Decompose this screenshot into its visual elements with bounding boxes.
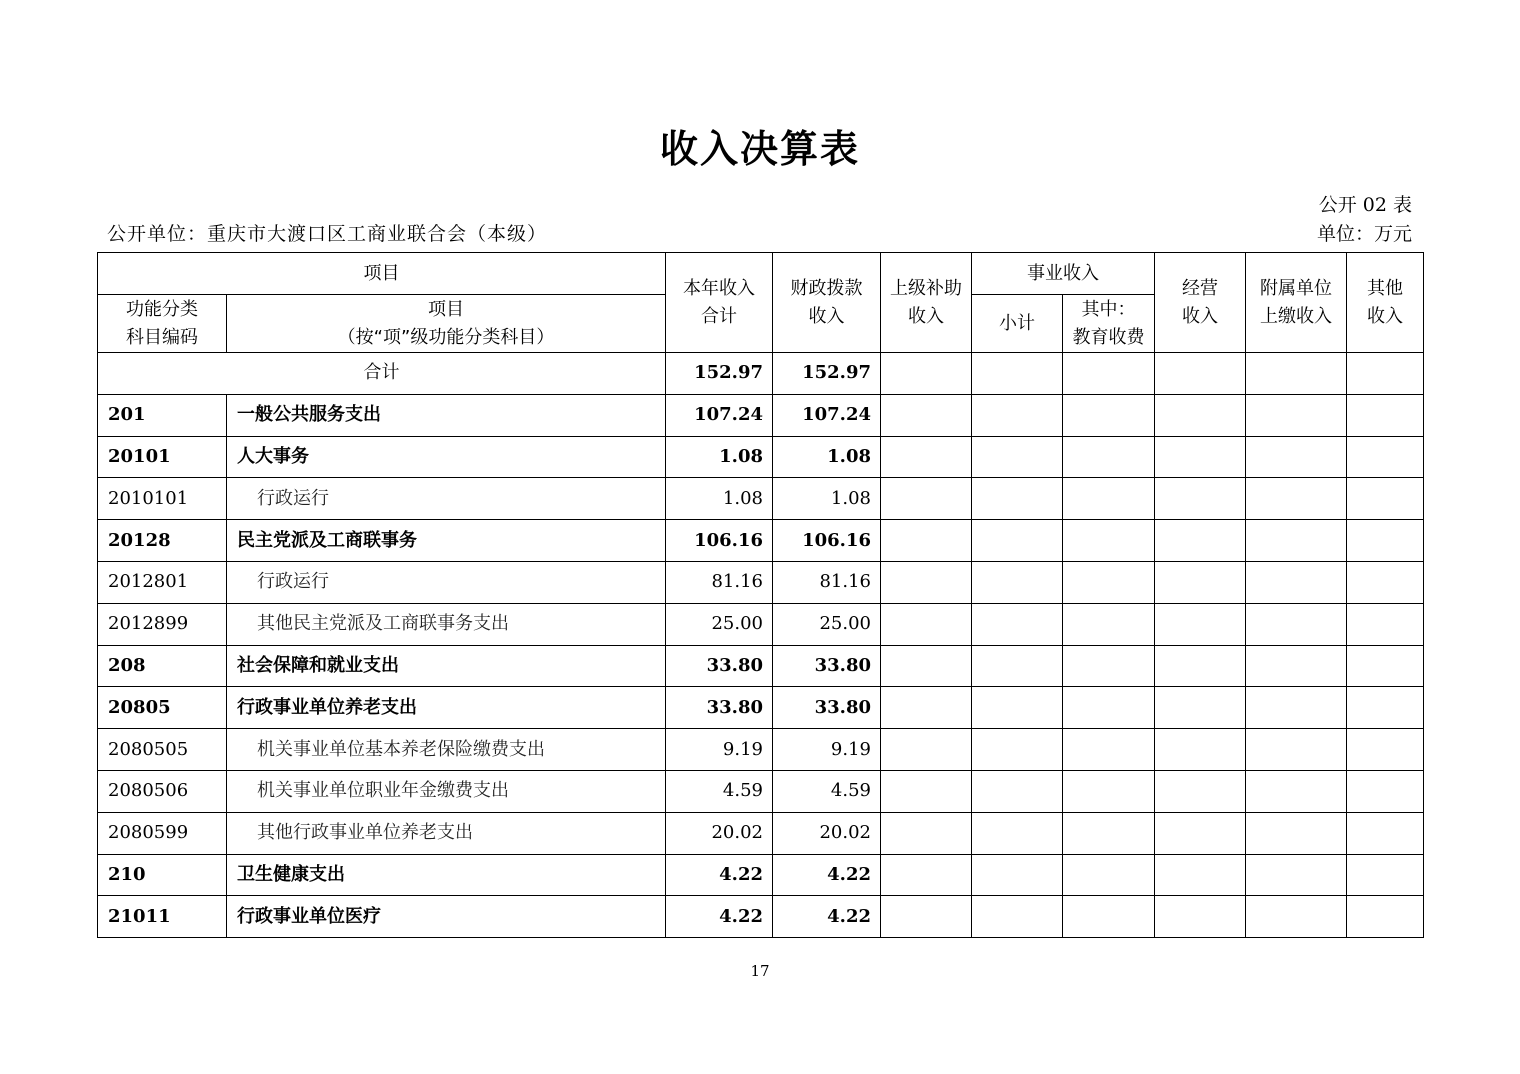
row-code: 201 [98, 394, 227, 436]
row-code: 20805 [98, 687, 227, 729]
header-project: 项目 [98, 253, 666, 295]
total-label: 合计 [98, 353, 666, 395]
row-total-income: 4.59 [666, 770, 773, 812]
row-code: 2012801 [98, 561, 227, 603]
row-name: 行政运行 [227, 561, 666, 603]
empty-cell [1347, 729, 1424, 771]
empty-cell [1155, 603, 1246, 645]
empty-cell [1155, 520, 1246, 562]
row-total-income: 81.16 [666, 561, 773, 603]
row-name: 行政事业单位医疗 [227, 896, 666, 938]
empty-cell [1246, 561, 1347, 603]
empty-cell [1063, 394, 1155, 436]
row-name: 机关事业单位基本养老保险缴费支出 [227, 729, 666, 771]
empty-cell [972, 812, 1063, 854]
empty-cell [1063, 854, 1155, 896]
empty-cell [1155, 436, 1246, 478]
row-total-income: 33.80 [666, 645, 773, 687]
row-fiscal-income: 4.22 [773, 896, 881, 938]
header-education-fee: 其中： 教育收费 [1063, 295, 1155, 353]
table-row [98, 896, 1424, 938]
empty-cell [1063, 478, 1155, 520]
page-number: 17 [750, 962, 770, 980]
row-fiscal-income: 1.08 [773, 436, 881, 478]
empty-cell [1246, 520, 1347, 562]
row-name: 行政事业单位养老支出 [227, 687, 666, 729]
row-total-income: 25.00 [666, 603, 773, 645]
header-subtotal: 小计 [972, 295, 1063, 353]
row-fiscal-income: 33.80 [773, 645, 881, 687]
empty-cell [1155, 854, 1246, 896]
empty-cell [972, 687, 1063, 729]
row-code: 21011 [98, 896, 227, 938]
empty-cell [1347, 478, 1424, 520]
empty-cell [1246, 687, 1347, 729]
empty-cell [1246, 770, 1347, 812]
income-table [97, 252, 1424, 938]
empty-cell [1347, 812, 1424, 854]
empty-cell [1246, 394, 1347, 436]
row-code: 2010101 [98, 478, 227, 520]
row-fiscal-income: 1.08 [773, 478, 881, 520]
empty-cell [1347, 896, 1424, 938]
header-superior-subsidy: 上级补助 收入 [881, 253, 972, 353]
empty-cell [972, 353, 1063, 395]
empty-cell [1063, 729, 1155, 771]
empty-cell [1063, 770, 1155, 812]
header-fiscal-income: 财政拨款 收入 [773, 253, 881, 353]
header-total-income: 本年收入 合计 [666, 253, 773, 353]
row-code: 208 [98, 645, 227, 687]
empty-cell [1347, 645, 1424, 687]
empty-cell [1155, 729, 1246, 771]
header-business-income: 经营 收入 [1155, 253, 1246, 353]
row-fiscal-income: 107.24 [773, 394, 881, 436]
row-name: 社会保障和就业支出 [227, 645, 666, 687]
empty-cell [881, 645, 972, 687]
row-fiscal-income: 4.22 [773, 854, 881, 896]
empty-cell [1246, 896, 1347, 938]
row-name: 人大事务 [227, 436, 666, 478]
empty-cell [1347, 687, 1424, 729]
empty-cell [1063, 520, 1155, 562]
table-row [98, 770, 1424, 812]
empty-cell [1155, 645, 1246, 687]
row-total-income: 107.24 [666, 394, 773, 436]
empty-cell [1246, 353, 1347, 395]
empty-cell [1155, 896, 1246, 938]
table-row [98, 645, 1424, 687]
empty-cell [881, 896, 972, 938]
row-total-income: 4.22 [666, 896, 773, 938]
header-affiliate-income: 附属单位 上缴收入 [1246, 253, 1347, 353]
empty-cell [1063, 603, 1155, 645]
header-name: 项目 （按“项”级功能分类科目） [227, 295, 666, 353]
empty-cell [881, 353, 972, 395]
row-total-income: 106.16 [666, 520, 773, 562]
empty-cell [881, 436, 972, 478]
empty-cell [1347, 561, 1424, 603]
row-name: 卫生健康支出 [227, 854, 666, 896]
empty-cell [881, 812, 972, 854]
empty-cell [1246, 854, 1347, 896]
row-code: 2012899 [98, 603, 227, 645]
currency-unit: 单位：万元 [1316, 223, 1412, 245]
row-code: 2080599 [98, 812, 227, 854]
empty-cell [881, 854, 972, 896]
table-row [98, 561, 1424, 603]
empty-cell [1063, 436, 1155, 478]
header-other-income: 其他 收入 [1347, 253, 1424, 353]
row-total-income: 9.19 [666, 729, 773, 771]
row-total-income: 1.08 [666, 436, 773, 478]
empty-cell [972, 770, 1063, 812]
empty-cell [1155, 353, 1246, 395]
empty-cell [881, 520, 972, 562]
row-fiscal-income: 33.80 [773, 687, 881, 729]
empty-cell [1063, 896, 1155, 938]
empty-cell [972, 478, 1063, 520]
table-row [98, 520, 1424, 562]
row-name: 民主党派及工商联事务 [227, 520, 666, 562]
empty-cell [972, 561, 1063, 603]
empty-cell [972, 729, 1063, 771]
empty-cell [972, 896, 1063, 938]
row-name: 其他民主党派及工商联事务支出 [227, 603, 666, 645]
empty-cell [972, 603, 1063, 645]
empty-cell [972, 645, 1063, 687]
row-total-income: 1.08 [666, 478, 773, 520]
empty-cell [972, 394, 1063, 436]
row-code: 2080506 [98, 770, 227, 812]
empty-cell [1246, 478, 1347, 520]
row-name: 机关事业单位职业年金缴费支出 [227, 770, 666, 812]
empty-cell [1155, 770, 1246, 812]
table-row [98, 394, 1424, 436]
empty-cell [1246, 603, 1347, 645]
row-code: 20128 [98, 520, 227, 562]
empty-cell [1347, 770, 1424, 812]
row-name: 其他行政事业单位养老支出 [227, 812, 666, 854]
empty-cell [1063, 353, 1155, 395]
table-header [98, 253, 1424, 353]
empty-cell [1347, 603, 1424, 645]
empty-cell [972, 436, 1063, 478]
header-code: 功能分类 科目编码 [98, 295, 227, 353]
table-row [98, 854, 1424, 896]
empty-cell [1347, 854, 1424, 896]
row-fiscal-income: 106.16 [773, 520, 881, 562]
empty-cell [881, 603, 972, 645]
row-total-income: 4.22 [666, 854, 773, 896]
empty-cell [1155, 812, 1246, 854]
empty-cell [1347, 436, 1424, 478]
table-body [98, 353, 1424, 938]
empty-cell [881, 687, 972, 729]
empty-cell [881, 478, 972, 520]
total-fiscal-value: 152.97 [773, 353, 881, 395]
empty-cell [1155, 687, 1246, 729]
row-fiscal-income: 4.59 [773, 770, 881, 812]
empty-cell [1246, 812, 1347, 854]
table-row [98, 812, 1424, 854]
row-total-income: 20.02 [666, 812, 773, 854]
row-total-income: 33.80 [666, 687, 773, 729]
empty-cell [1063, 812, 1155, 854]
table-row [98, 687, 1424, 729]
row-fiscal-income: 20.02 [773, 812, 881, 854]
row-fiscal-income: 25.00 [773, 603, 881, 645]
empty-cell [1347, 353, 1424, 395]
empty-cell [881, 394, 972, 436]
empty-cell [1347, 394, 1424, 436]
empty-cell [1246, 436, 1347, 478]
page-title: 收入决算表 [659, 127, 860, 171]
table-row [98, 603, 1424, 645]
row-name: 一般公共服务支出 [227, 394, 666, 436]
row-name: 行政运行 [227, 478, 666, 520]
row-code: 2080505 [98, 729, 227, 771]
empty-cell [1155, 394, 1246, 436]
table-number: 公开 02 表 [1318, 194, 1412, 216]
reporting-unit: 公开单位：重庆市大渡口区工商业联合会（本级） [107, 223, 548, 245]
row-code: 210 [98, 854, 227, 896]
empty-cell [1246, 729, 1347, 771]
empty-cell [1155, 561, 1246, 603]
header-career-income: 事业收入 [972, 253, 1155, 295]
empty-cell [972, 520, 1063, 562]
table-row [98, 436, 1424, 478]
empty-cell [1246, 645, 1347, 687]
empty-cell [881, 729, 972, 771]
empty-cell [972, 854, 1063, 896]
empty-cell [1063, 687, 1155, 729]
row-fiscal-income: 81.16 [773, 561, 881, 603]
empty-cell [1347, 520, 1424, 562]
empty-cell [881, 770, 972, 812]
table-row [98, 729, 1424, 771]
row-code: 20101 [98, 436, 227, 478]
total-row [98, 353, 1424, 395]
total-income-value: 152.97 [666, 353, 773, 395]
empty-cell [1063, 645, 1155, 687]
empty-cell [1155, 478, 1246, 520]
empty-cell [881, 561, 972, 603]
empty-cell [1063, 561, 1155, 603]
row-fiscal-income: 9.19 [773, 729, 881, 771]
table-row [98, 478, 1424, 520]
